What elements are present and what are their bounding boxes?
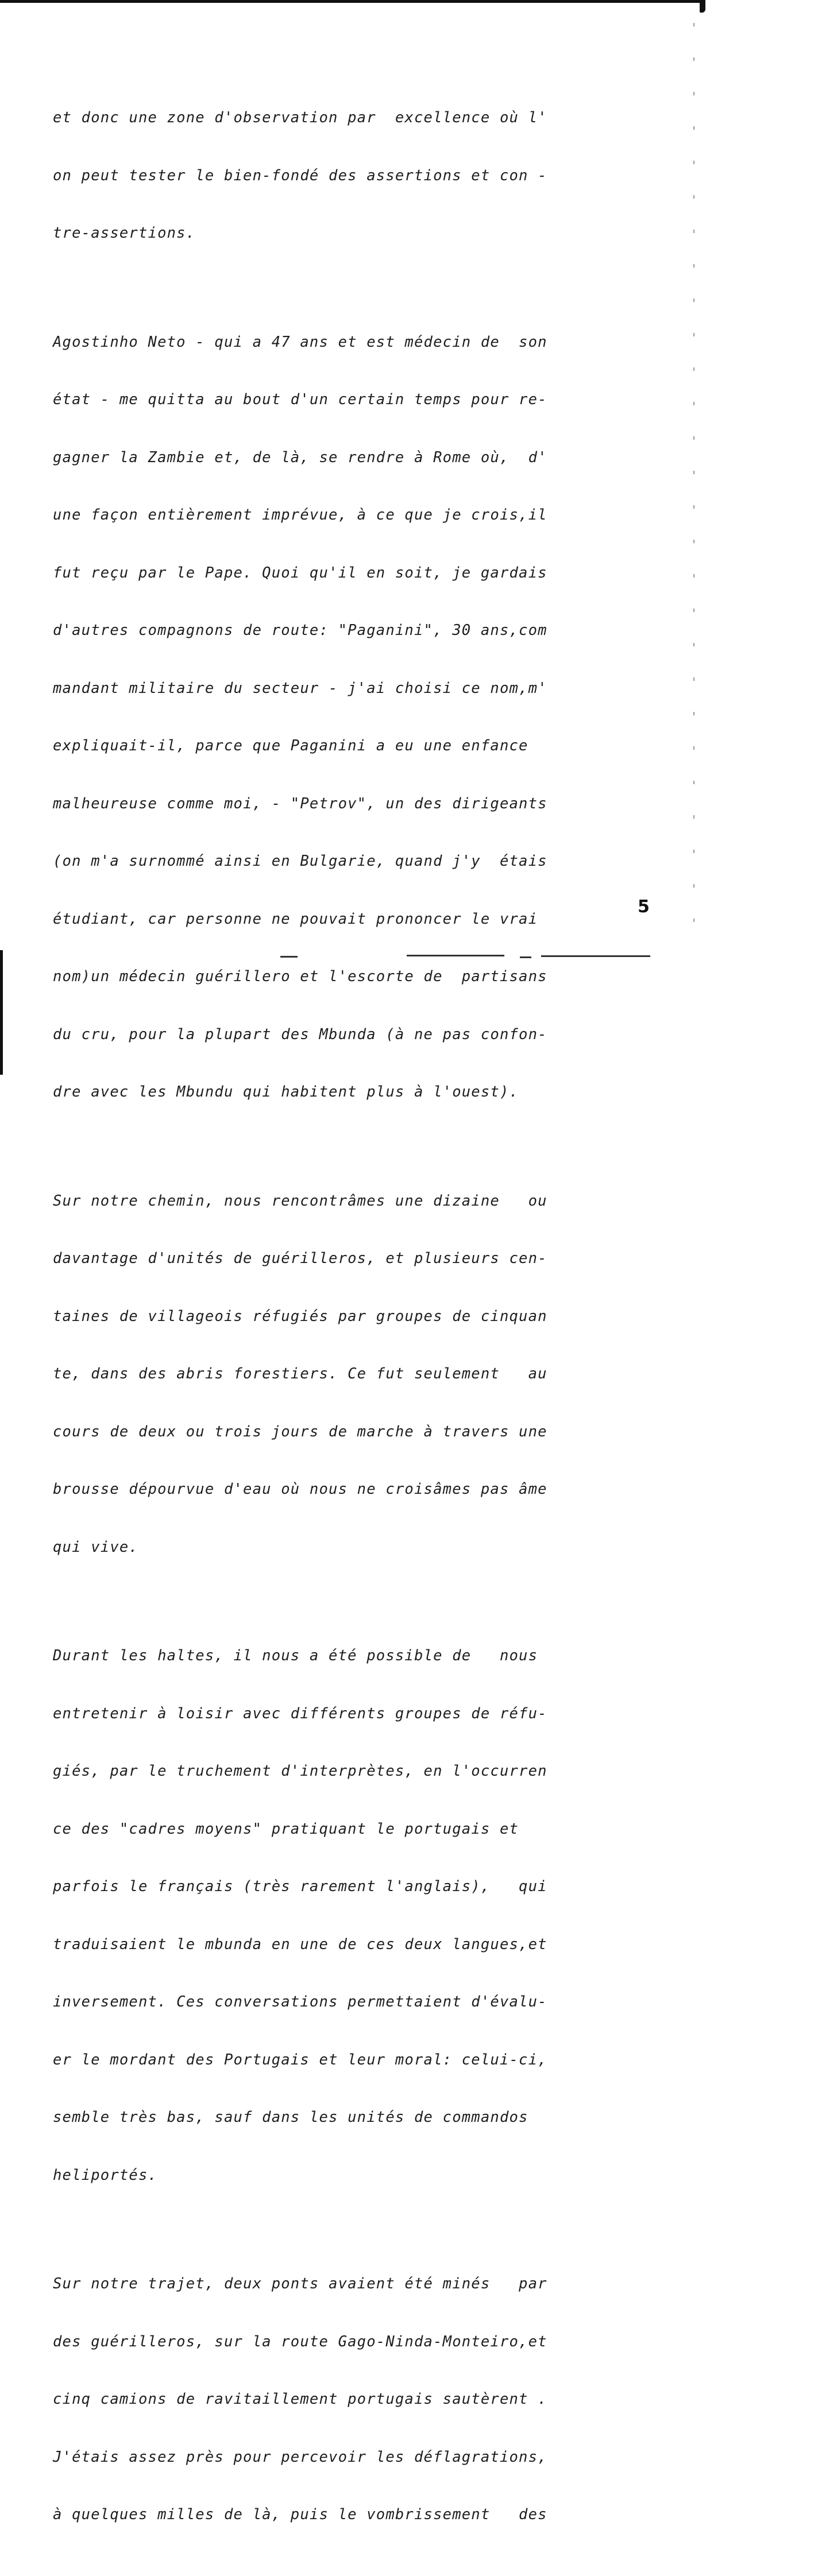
text-line: giés, par le truchement d'interprètes, en l'occurren bbox=[53, 1762, 547, 1780]
text-line: nom)un médecin guérillero et l'escorte de partisans bbox=[53, 968, 547, 985]
text-line: semble très bas, sauf dans les unités de commandos bbox=[53, 2109, 528, 2126]
text-line: une façon entièrement imprévue, à ce que je crois,il bbox=[53, 506, 547, 524]
text-line: Sur notre chemin, nous rencontrâmes une dizaine ou bbox=[53, 1192, 547, 1210]
body-text bbox=[53, 70, 662, 2576]
text-line: tre-assertions. bbox=[53, 224, 196, 242]
text-line: état - me quitta au bout d'un certain temps pour re- bbox=[53, 391, 547, 408]
text-line: entretenir à loisir avec différents groupes de réfu- bbox=[53, 1705, 547, 1722]
text-line: ce des "cadres moyens" pratiquant le portugais et bbox=[53, 1820, 519, 1838]
text-line: cours de deux ou trois jours de marche à travers une bbox=[53, 1423, 547, 1440]
text-line: étudiant, car personne ne pouvait prononcer le vrai bbox=[53, 910, 538, 928]
text-line: cinq camions de ravitaillement portugais sautèrent . bbox=[53, 2391, 547, 2408]
text-line: heliportés. bbox=[53, 2166, 158, 2184]
text-line: J'étais assez près pour percevoir les déflagrations, bbox=[53, 2448, 547, 2466]
text-line: taines de villageois réfugiés par groupes de cinquan bbox=[53, 1307, 547, 1325]
paragraph bbox=[53, 1608, 662, 2224]
paragraph bbox=[53, 70, 662, 282]
text-line: qui vive. bbox=[53, 1538, 138, 1556]
text-line: gagner la Zambie et, de là, se rendre à Rome où, d' bbox=[53, 448, 547, 466]
text-line: on peut tester le bien-fondé des assertions et con - bbox=[53, 166, 547, 184]
scan-left-edge bbox=[0, 950, 3, 1075]
text-line: et donc une zone d'observation par excellence où l' bbox=[53, 109, 547, 126]
text-line: inversement. Ces conversations permettaient d'évalu- bbox=[53, 1993, 547, 2011]
text-line: mandant militaire du secteur - j'ai choisi ce nom,m' bbox=[53, 679, 547, 697]
text-line: Durant les haltes, il nous a été possible de nous bbox=[53, 1647, 538, 1664]
paragraph bbox=[53, 2236, 662, 2563]
text-line: brousse dépourvue d'eau où nous ne croisâmes pas âme bbox=[53, 1481, 547, 1498]
text-line: dre avec les Mbundu qui habitent plus à l'ouest). bbox=[53, 1083, 519, 1101]
paragraph bbox=[53, 1153, 662, 1596]
text-line: Agostinho Neto - qui a 47 ans et est médecin de son bbox=[53, 333, 547, 351]
text-line: Sur notre trajet, deux ponts avaient été minés par bbox=[53, 2275, 547, 2292]
text-line: malheureuse comme moi, - "Petrov", un des dirigeants bbox=[53, 795, 547, 812]
page-number: 5 bbox=[638, 897, 650, 917]
text-line: parfois le français (très rarement l'anglais), qui bbox=[53, 1878, 547, 1895]
text-line: davantage d'unités de guérilleros, et plusieurs cen- bbox=[53, 1250, 547, 1267]
paragraph bbox=[53, 295, 662, 1141]
text-line: er le mordant des Portugais et leur moral: celui-ci, bbox=[53, 2051, 547, 2068]
scan-right-margin-marks bbox=[693, 23, 694, 942]
text-line: traduisaient le mbunda en une de ces deux langues,et bbox=[53, 1935, 547, 1953]
scan-corner-mark bbox=[700, 0, 705, 13]
scan-top-edge bbox=[0, 0, 703, 3]
text-line: te, dans des abris forestiers. Ce fut seulement au bbox=[53, 1365, 547, 1382]
text-line: du cru, pour la plupart des Mbunda (à ne pas confon- bbox=[53, 1025, 547, 1043]
text-line: fut reçu par le Pape. Quoi qu'il en soit, je gardais bbox=[53, 564, 547, 582]
text-line: des guérilleros, sur la route Gago-Ninda-Monteiro,et bbox=[53, 2333, 547, 2350]
text-line: d'autres compagnons de route: "Paganini", 30 ans,com bbox=[53, 622, 547, 639]
text-line: expliquait-il, parce que Paganini a eu une enfance bbox=[53, 737, 528, 754]
text-line: à quelques milles de là, puis le vombrissement des bbox=[53, 2506, 547, 2523]
text-line: (on m'a surnommé ainsi en Bulgarie, quand j'y étais bbox=[53, 853, 547, 870]
